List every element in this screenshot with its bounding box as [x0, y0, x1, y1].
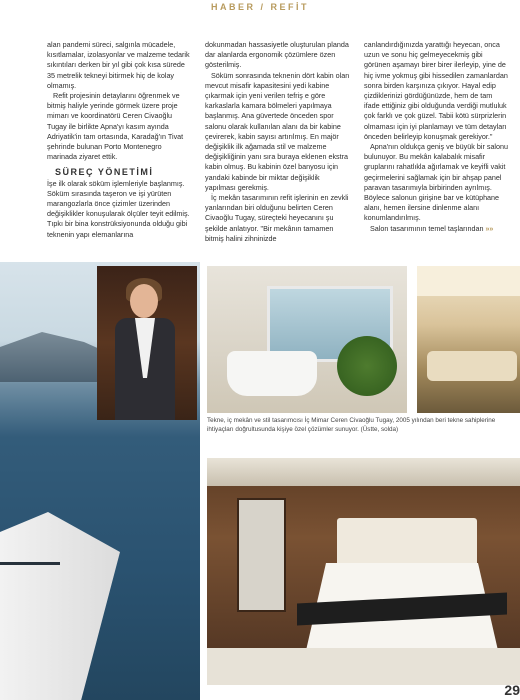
paragraph	[364, 224, 509, 235]
paragraph: Apna'nın oldukça geniş ve büyük bir salonu bulunuyor. Bu mekân kalabalık misafir gruplarını rahatlıkla ağırlamak ve keyifli vakit geçirmelerini sağlamak için bir ahşap panel paravan tasarımıyla birbirinden ayrılmış. Böylece salonun girişine bar ve kütüphane alanı, hemen ilersine dinlenme alanı konumlandırılmış.	[364, 142, 509, 223]
section-subhead: SÜREÇ YÖNETİMİ	[55, 167, 154, 178]
hull-stripe	[0, 562, 60, 565]
paragraph: İşe ilk olarak söküm işlemleriyle başlanmış. Söküm sırasında taşeron ve işi yürüten marangozlarla önce çizimler üzerinden değişiklikler konuşularak ölçüler teyit edilmiş. Tıpkı bir bina konstrüksiyonunda olduğu gibi teknenin yapı elemanlarına	[47, 178, 190, 239]
paragraph-text: Salon tasarımının temel taşlarından	[370, 223, 484, 233]
headboard	[337, 518, 477, 568]
text-column-3	[364, 40, 509, 235]
cabin-bedroom-photo	[207, 458, 520, 685]
paragraph: Söküm sonrasında teknenin dört kabin olan mevcut misafir kapasitesini yedi kabine çıkarmak için yeni verilen tefriş e göre karkaslarla kamara bölmeleri yapılmaya başlanmış. Ana güvertede önceden spor salonu olarak kullanılan alanı da bir kabine çevirerek, kabin sayısı artırılmış. En majör değişiklik ilk ağamada stil ve malzeme değişikliğinin yanı sıra buraya eklenen ekstra kabin olmuş. Bu kabinin özel banyosu için yandaki kabinde bir miktar değişiklik yapılması gerekmiş.	[205, 70, 350, 192]
text-column-2	[205, 40, 350, 244]
section-header: HABER / REFİT	[210, 2, 309, 12]
cabin-carpet	[207, 648, 520, 685]
bathroom-photo	[207, 266, 407, 413]
salon-photo	[417, 266, 520, 413]
orchid-plant	[337, 336, 397, 396]
paragraph: dokunmadan hassasiyetle oluşturulan planda dar alanlarda ergonomik çözümlere özen gösterilmiş.	[205, 40, 349, 70]
paragraph: canlandırdığınızda yarattığı heyecan, onca uzun ve sonu hiç gelmeyecekmiş gibi görünen aşamayı birer birer ilerleyip, yine de hiç ivme yokmuş gibi hissedilen zamanlardan sonra birden karşınıza çıkıyor. Hayal edip çizdiklerinizi gördüğünüzde, hem de tam ifade ettiğiniz gibi olduğunda verdiği mutluluk çok farklı ve çok güzel. Tabii kötü sürprizlerin olmaması için iyi planlamayı ve tüm detayları önceden belirleyip konuşmak gerekiyor."	[364, 40, 508, 141]
page-number: 29	[504, 682, 520, 698]
cabin-ceiling	[207, 458, 520, 486]
paragraph: Refit projesinin detaylarını öğrenmek ve bitmiş haliyle yerinde görmek üzere proje mimarı ve koordinatörü Ceren Civaoğlu Tugay ile birlikte Apna'yı kasım ayında Adriyatik'in tam ortasında, Karadağ'ın Tivat şehrinde bulunan Porto Montenegro marinada ziyaret ettik.	[47, 91, 184, 162]
paragraph: İç mekân tasarımının refit işlerinin en zevkli yanlarından biri olduğunu belirten Ceren Civaoğlu Tugay, süreçteki heyecanını şu şekilde anlatıyor. "Bir mekânın tamamen bitmiş halini zihninizde	[205, 193, 349, 243]
text-column-1	[47, 40, 192, 240]
bathroom-door	[237, 498, 286, 612]
continue-arrow-icon: »»	[485, 225, 494, 233]
salon-ceiling	[417, 266, 520, 296]
designer-portrait-photo	[97, 266, 197, 420]
photo-caption: Tekne, iç mekân ve stil tasarımcısı İç Mimar Ceren Civaoğlu Tugay, 2005 yılından beri tekne sahiplerine ihtiyaçları doğrultusunda kişiye özel çözümler sunuyor. (Üstte, solda)	[207, 417, 496, 433]
bathtub	[227, 351, 317, 396]
portrait-face	[130, 284, 158, 318]
yacht-hull	[0, 512, 120, 700]
paragraph: alan pandemi süreci, salgınla mücadele, kısıtlamalar, izolasyonlar ve malzeme tedarik sıkıntıları derken bir yıl gibi çok kısa sürede 35 metrelik tekneyi bitirmek hiç de kolay olmamış.	[47, 40, 190, 90]
salon-sofa	[427, 351, 517, 381]
